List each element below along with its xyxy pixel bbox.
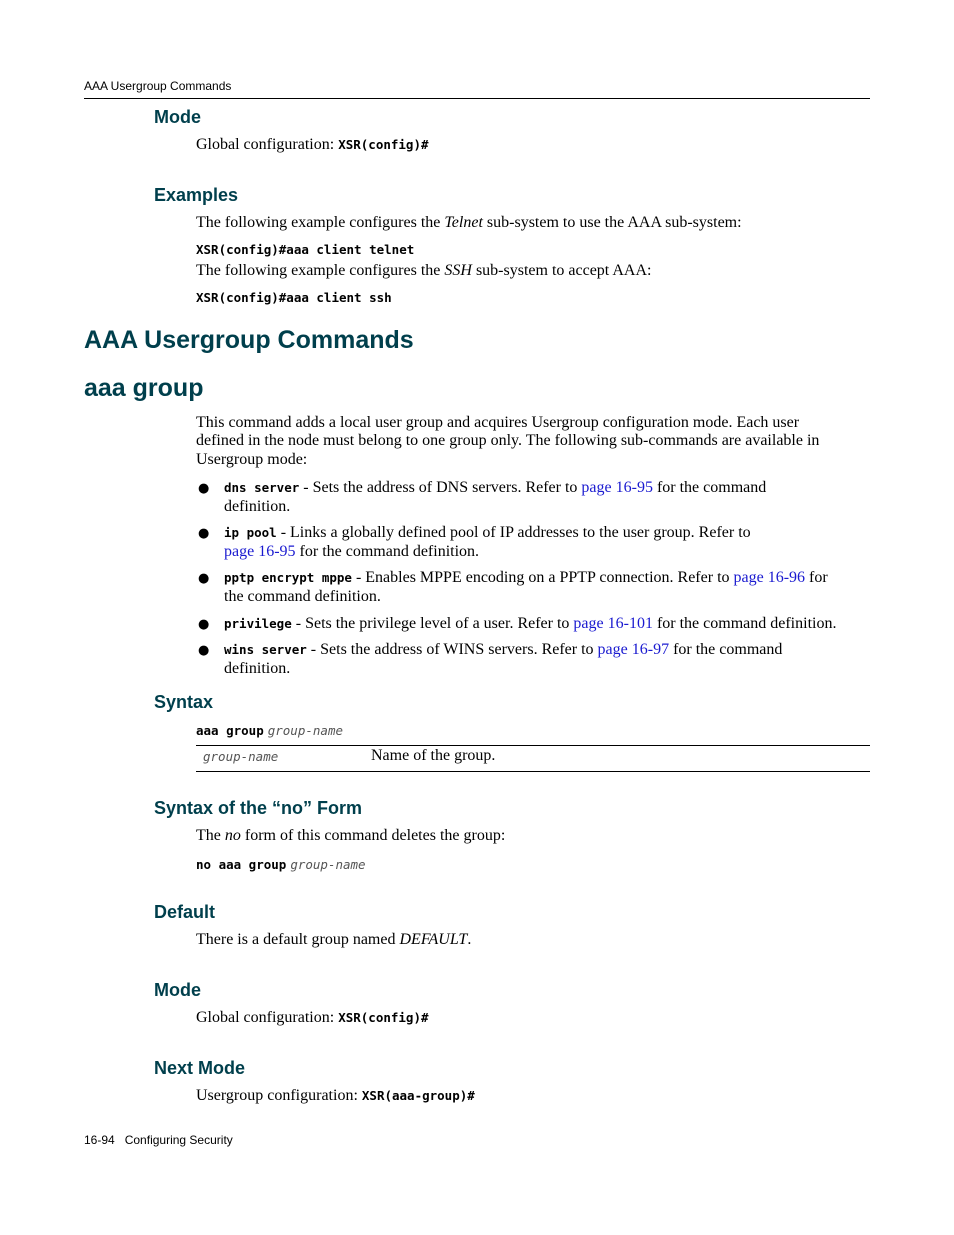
no-form-heading: Syntax of the “no” Form: [154, 798, 363, 818]
example-1-code: XSR(config)#aaa client telnet: [196, 242, 415, 257]
running-header: AAA Usergroup Commands: [84, 79, 232, 93]
default-heading: Default: [154, 902, 216, 922]
link-page-16-101[interactable]: page 16-101: [573, 615, 653, 632]
next-mode-heading: Next Mode: [154, 1058, 246, 1078]
intro-line-1: This command adds a local user group and acquires Usergroup configuration mode. Each user: [196, 414, 800, 431]
link-page-16-97[interactable]: page 16-97: [597, 641, 670, 658]
bullet-wins-line2: definition.: [224, 660, 291, 677]
mode-heading: Mode: [154, 980, 201, 1000]
bullet-icon: ●: [198, 643, 210, 658]
page-footer: [84, 1133, 233, 1147]
examples-heading: Examples: [154, 185, 239, 205]
section-title: AAA Usergroup Commands: [84, 326, 414, 354]
bullet-dns-server-line2: definition.: [224, 498, 291, 515]
example-2-text: The following example configures the SSH sub-system to accept AAA:: [196, 262, 652, 279]
bullet-icon: ●: [198, 481, 210, 496]
link-page-16-95[interactable]: page 16-95: [581, 479, 653, 496]
mode-text: Global configuration: XSR(config)#: [196, 1009, 429, 1026]
bullet-ip-pool-line2: page 16-95 for the command definition.: [224, 543, 480, 560]
no-form-text: The no form of this command deletes the group:: [196, 827, 506, 844]
table-top-rule: [196, 745, 870, 746]
table-bottom-rule: [196, 771, 870, 772]
no-form-command: no aaa group group-name: [196, 857, 366, 872]
chapter-title: Configuring Security: [124, 1133, 233, 1147]
bullet-icon: ●: [198, 571, 210, 586]
header-rule: [84, 98, 870, 99]
bullet-icon: ●: [198, 526, 210, 541]
syntax-command: aaa group group-name: [196, 723, 343, 738]
param-name: group-name: [203, 749, 279, 764]
bullet-ip-pool: ip pool - Links a globally defined pool of IP addresses to the user group. Refer to: [224, 524, 751, 541]
page-number: 16-94: [84, 1133, 115, 1147]
intro-line-3: Usergroup mode:: [196, 451, 308, 468]
mode-heading: Mode: [154, 107, 201, 127]
bullet-pptp-encrypt-mppe: pptp encrypt mppe - Enables MPPE encoding on a PPTP connection. Refer to page 16-96 for: [224, 569, 828, 586]
example-2-code: XSR(config)#aaa client ssh: [196, 290, 392, 305]
next-mode-code: XSR(aaa-group)#: [361, 1088, 475, 1103]
bullet-dns-server: dns server - Sets the address of DNS servers. Refer to page 16-95 for the command: [224, 479, 767, 496]
command-title: aaa group: [84, 374, 204, 402]
bullet-privilege: privilege - Sets the privilege level of a user. Refer to page 16-101 for the command definition.: [224, 615, 837, 632]
link-page-16-96[interactable]: page 16-96: [733, 569, 806, 586]
next-mode-text: Usergroup configuration: XSR(aaa-group)#: [196, 1087, 475, 1104]
bullet-wins-server: wins server - Sets the address of WINS servers. Refer to page 16-97 for the command: [224, 641, 783, 658]
mode-code: XSR(config)#: [338, 137, 429, 152]
param-description: Name of the group.: [371, 747, 496, 764]
intro-line-2: defined in the node must belong to one group only. The following sub-commands are available in: [196, 432, 820, 449]
link-page-16-95[interactable]: page 16-95: [224, 543, 296, 560]
bullet-pptp-line2: the command definition.: [224, 588, 381, 605]
mode-text: Global configuration: XSR(config)#: [196, 136, 429, 153]
bullet-icon: ●: [198, 617, 210, 632]
syntax-heading: Syntax: [154, 692, 214, 712]
mode-code: XSR(config)#: [338, 1010, 429, 1025]
example-1-text: The following example configures the Telnet sub-system to use the AAA sub-system:: [196, 214, 742, 231]
default-text: There is a default group named DEFAULT.: [196, 931, 472, 948]
